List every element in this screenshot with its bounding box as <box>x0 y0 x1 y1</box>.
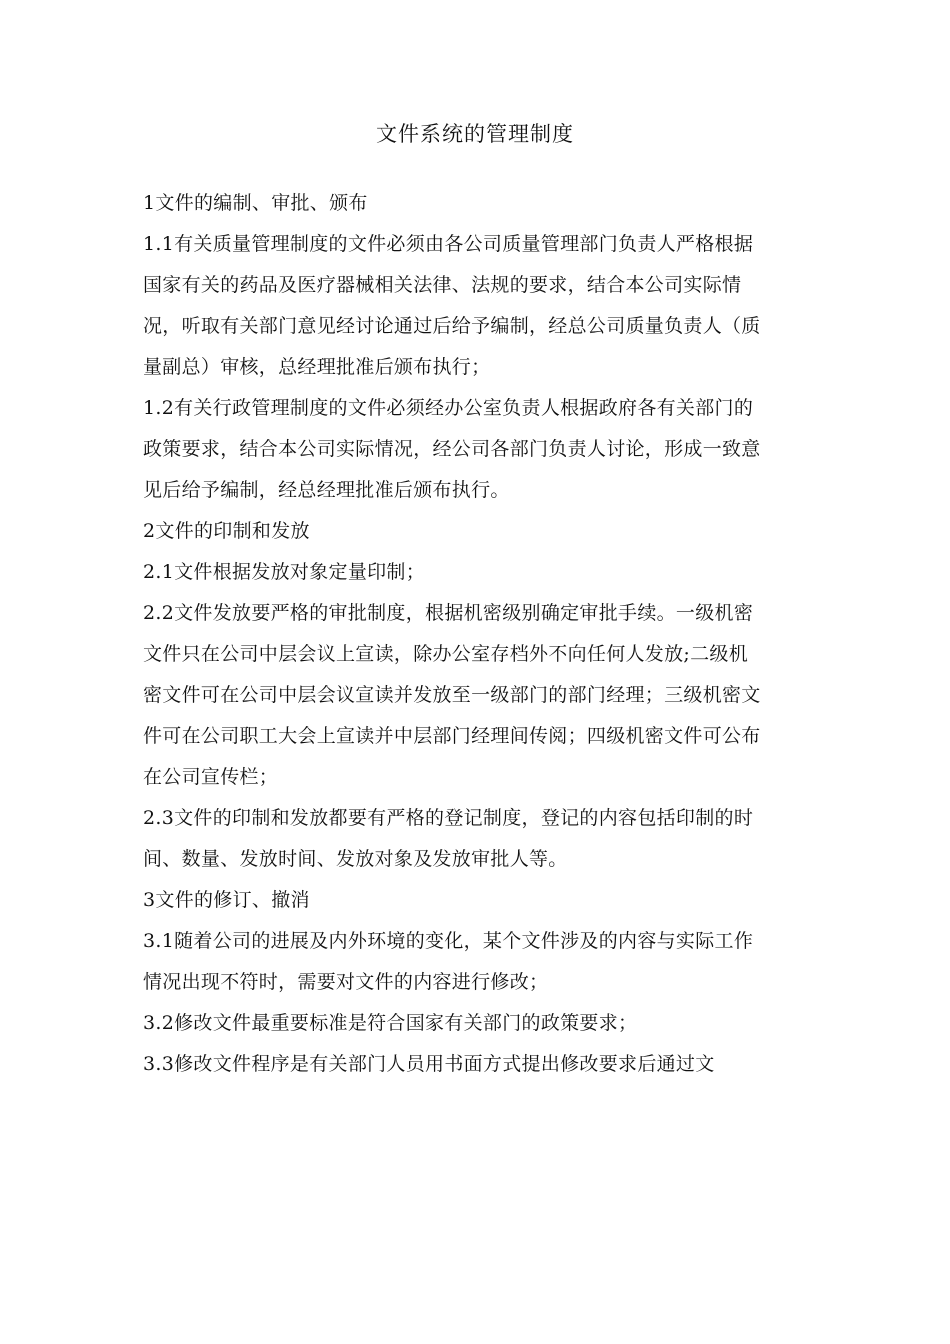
text-line: 1.2有关行政管理制度的文件必须经办公室负责人根据政府各有关部门的 <box>143 397 754 419</box>
text-line: 在公司宣传栏； <box>143 766 279 788</box>
text-line: 2.1文件根据发放对象定量印制； <box>143 561 426 583</box>
text-line: 况，听取有关部门意见经讨论通过后给予编制，经总公司质量负责人（质 <box>143 315 761 337</box>
text-line: 3文件的修订、撤消 <box>143 889 310 911</box>
document-title: 文件系统的管理制度 <box>376 122 574 146</box>
text-line: 情况出现不符时，需要对文件的内容进行修改； <box>143 971 549 993</box>
text-line: 文件只在公司中层会议上宣读，除办公室存档外不向任何人发放;二级机 <box>143 643 749 665</box>
text-line: 件可在公司职工大会上宣读并中层部门经理间传阅；四级机密文件可公布 <box>143 725 761 747</box>
text-line: 1文件的编制、审批、颁布 <box>143 192 368 214</box>
text-line: 3.1随着公司的进展及内外环境的变化，某个文件涉及的内容与实际工作 <box>143 930 754 952</box>
document-body <box>143 183 833 1085</box>
text-line: 1.1有关质量管理制度的文件必须由各公司质量管理部门负责人严格根据 <box>143 233 754 255</box>
text-line: 间、数量、发放时间、发放对象及发放审批人等。 <box>143 848 568 870</box>
text-line: 3.3修改文件程序是有关部门人员用书面方式提出修改要求后通过文 <box>143 1053 715 1075</box>
text-line: 政策要求，结合本公司实际情况，经公司各部门负责人讨论，形成一致意 <box>143 438 761 460</box>
text-line: 国家有关的药品及医疗器械相关法律、法规的要求，结合本公司实际情 <box>143 274 742 296</box>
text-line: 2.2文件发放要严格的审批制度，根据机密级别确定审批手续。一级机密 <box>143 602 754 624</box>
text-line: 2文件的印制和发放 <box>143 520 310 542</box>
text-line: 密文件可在公司中层会议宣读并发放至一级部门的部门经理；三级机密文 <box>143 684 761 706</box>
text-line: 2.3文件的印制和发放都要有严格的登记制度，登记的内容包括印制的时 <box>143 807 754 829</box>
text-line: 量副总）审核，总经理批准后颁布执行； <box>143 356 491 378</box>
text-line: 3.2修改文件最重要标准是符合国家有关部门的政策要求； <box>143 1012 638 1034</box>
document-text <box>143 183 833 1085</box>
text-line: 见后给予编制，经总经理批准后颁布执行。 <box>143 479 510 501</box>
